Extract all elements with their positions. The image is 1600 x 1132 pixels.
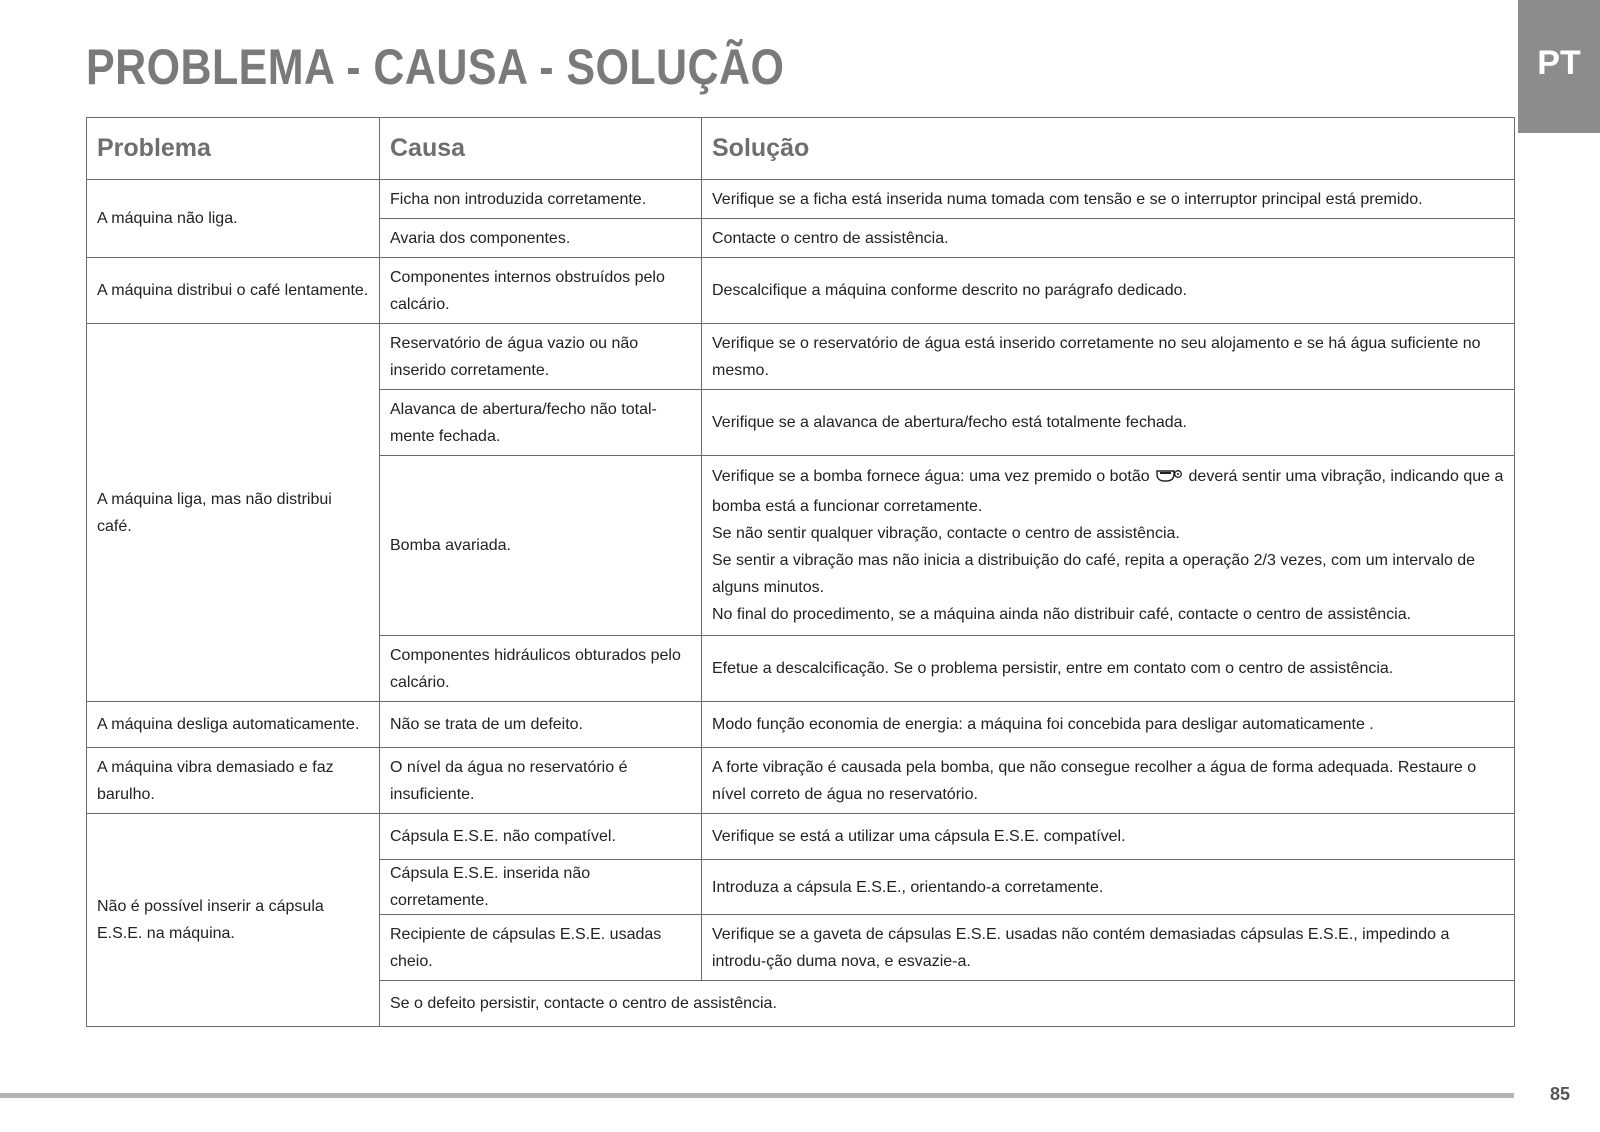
solution-text-b: deverá sentir uma vibração, indicando que a bomba está a funcionar corretamente. — [712, 468, 1504, 515]
solution-cell: Introduza a cápsula E.S.E., orientando-a corretamente. — [702, 860, 1515, 915]
header-solution: Solução — [702, 118, 1515, 180]
solution-text-a: Verifique se a bomba fornece água: uma vez premido o botão — [712, 468, 1150, 485]
cause-cell: Reservatório de água vazio ou não inserido corretamente. — [380, 324, 702, 390]
header-problem: Problema — [87, 118, 380, 180]
table-row — [87, 702, 1515, 748]
table-row — [87, 324, 1515, 390]
problem-cell: A máquina liga, mas não distribui café. — [87, 324, 380, 702]
cause-cell: Recipiente de cápsulas E.S.E. usadas cheio. — [380, 915, 702, 981]
table-row — [87, 748, 1515, 814]
cause-cell: Não se trata de um defeito. — [380, 702, 702, 748]
solution-cell: Descalcifique a máquina conforme descrito no parágrafo dedicado. — [702, 258, 1515, 324]
cause-cell: Componentes internos obstruídos pelo calcário. — [380, 258, 702, 324]
solution-text-c: Se não sentir qualquer vibração, contacte o centro de assistência. — [712, 525, 1180, 542]
problem-cell: A máquina distribui o café lentamente. — [87, 258, 380, 324]
note-cell: Se o defeito persistir, contacte o centro de assistência. — [380, 981, 1515, 1027]
problem-cell: Não é possível inserir a cápsula E.S.E. na máquina. — [87, 814, 380, 1027]
solution-cell: Efetue a descalcificação. Se o problema persistir, entre em contato com o centro de assistência. — [702, 636, 1515, 702]
cause-cell: Componentes hidráulicos obturados pelo calcário. — [380, 636, 702, 702]
solution-cell: Verifique se a ficha está inserida numa tomada com tensão e se o interruptor principal está premido. — [702, 180, 1515, 219]
cause-cell: Avaria dos componentes. — [380, 219, 702, 258]
cause-cell: Bomba avariada. — [380, 456, 702, 636]
coffee-cup-icon — [1156, 466, 1182, 493]
problem-cell: A máquina não liga. — [87, 180, 380, 258]
footer-rule — [0, 1093, 1514, 1098]
solution-cell — [702, 456, 1515, 636]
troubleshooting-table — [86, 117, 1515, 1027]
solution-cell: Verifique se o reservatório de água está inserido corretamente no seu alojamento e se há água suficiente no mesmo. — [702, 324, 1515, 390]
solution-cell: A forte vibração é causada pela bomba, que não consegue recolher a água de forma adequada. Restaure o nível correto de água no reservatório. — [702, 748, 1515, 814]
table-header-row — [87, 118, 1515, 180]
problem-cell: A máquina desliga automaticamente. — [87, 702, 380, 748]
cause-cell: Cápsula E.S.E. não compatível. — [380, 814, 702, 860]
page-number: 85 — [1550, 1084, 1571, 1104]
solution-text-d: Se sentir a vibração mas não inicia a distribuição do café, repita a operação 2/3 vezes, com um intervalo de alguns minutos. — [712, 552, 1476, 596]
cause-cell: O nível da água no reservatório é insuficiente. — [380, 748, 702, 814]
cause-cell: Cápsula E.S.E. inserida não corretamente. — [380, 860, 702, 915]
table-row — [87, 814, 1515, 860]
page-title: PROBLEMA - CAUSA - SOLUÇÃO — [86, 39, 785, 95]
cause-cell: Ficha non introduzida corretamente. — [380, 180, 702, 219]
cause-cell: Alavanca de abertura/fecho não total-mente fechada. — [380, 390, 702, 456]
solution-cell: Verifique se está a utilizar uma cápsula E.S.E. compatível. — [702, 814, 1515, 860]
solution-cell: Contacte o centro de assistência. — [702, 219, 1515, 258]
solution-cell: Modo função economia de energia: a máquina foi concebida para desligar automaticamente . — [702, 702, 1515, 748]
problem-cell: A máquina vibra demasiado e faz barulho. — [87, 748, 380, 814]
language-tab-label: PT — [1537, 44, 1581, 82]
table-row — [87, 258, 1515, 324]
solution-cell: Verifique se a gaveta de cápsulas E.S.E. usadas não contém demasiadas cápsulas E.S.E., impedindo a introdu-ção duma nova, e esvazie-a. — [702, 915, 1515, 981]
solution-cell: Verifique se a alavanca de abertura/fecho está totalmente fechada. — [702, 390, 1515, 456]
solution-text-e: No final do procedimento, se a máquina ainda não distribuir café, contacte o centro de assistência. — [712, 606, 1412, 623]
header-cause: Causa — [380, 118, 702, 180]
language-tab — [1518, 0, 1600, 133]
table-row — [87, 180, 1515, 219]
